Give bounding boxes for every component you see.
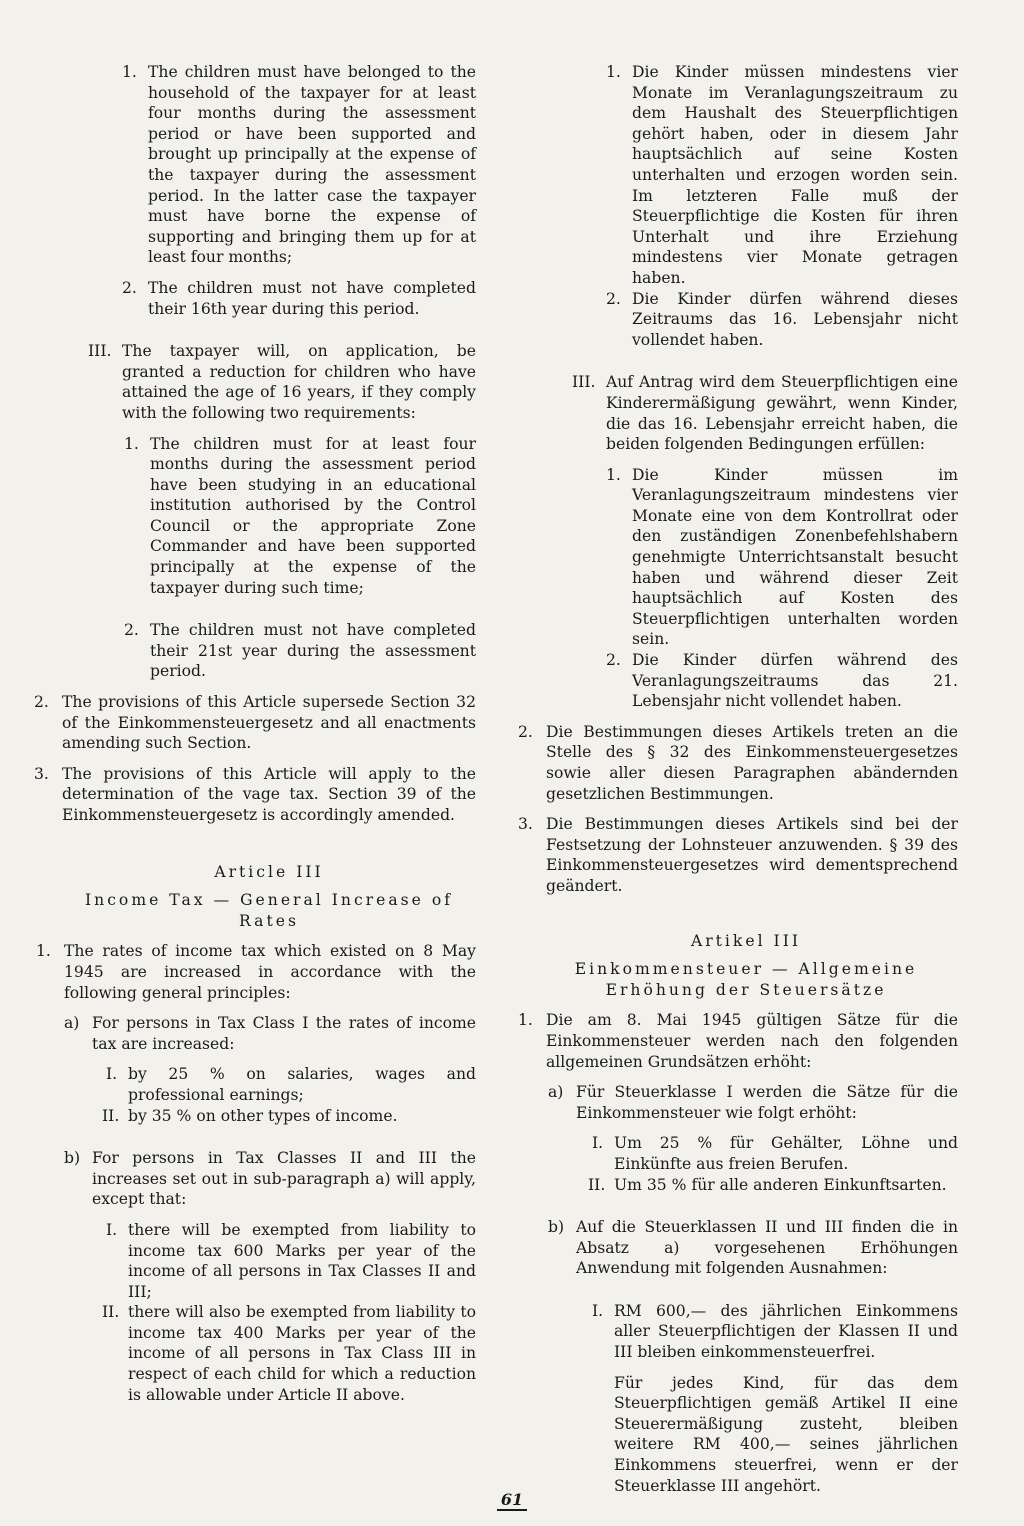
en-exemption-ii-text: there will also be exempted from liability to income tax 400 Marks per year of the income of all persons in Tax Class III in respect of each child for which a reduction is allowable under Article II above. (128, 1303, 476, 1404)
en-exemption-ii: II. there will also be exempted from liability to income tax 400 Marks per year of the income of all persons in Tax Class III in respect of each child for which a reduction is allowable under Article II above. (102, 1303, 476, 1404)
de-requirement-2: 2. Die Kinder dürfen während des Veranlagungszeitraums das 21. Lebensjahr nicht vollendet haben. (606, 651, 958, 711)
de-requirement-2-text: Die Kinder dürfen während des Veranlagungszeitraums das 21. Lebensjahr nicht vollendet haben. (632, 651, 958, 711)
en-rate-ii-text: by 35 % on other types of income. (128, 1106, 398, 1125)
de-paragraph-3: 3. Die Bestimmungen dieses Artikels sind bei der Festsetzung der Lohnsteuer anzuwenden. § 39 des Einkommensteuergesetzes wird dementsprechend geändert. (518, 815, 958, 895)
en-subparagraph-a: a) For persons in Tax Class I the rates of income tax are increased: (64, 1014, 476, 1053)
en-paragraph-2: 2. The provisions of this Article supersede Section 32 of the Einkommensteuergesetz and all enactments amending such Section. (34, 693, 476, 753)
de-exemption-i: I. RM 600,— des jährlichen Einkommens aller Steuerpflichtigen der Klassen II und III bleiben einkommensteuerfrei. (592, 1301, 958, 1362)
de-rate-i-text: Um 25 % für Gehälter, Löhne und Einkünfte aus freien Berufen. (614, 1134, 958, 1173)
de-article-heading: Artikel III (690, 931, 802, 950)
en-subparagraph-b: b) For persons in Tax Classes II and III the increases set out in sub-paragraph a) will apply, except that: (64, 1149, 476, 1209)
en-requirement-2: 2. The children must not have completed their 21st year during the assessment period. (124, 621, 476, 681)
de-subparagraph-a: a) Für Steuerklasse I werden die Sätze für die Einkommensteuer wie folgt erhöht: (548, 1083, 958, 1122)
de-condition-2-text: Die Kinder dürfen während dieses Zeitraums das 16. Lebensjahr nicht vollendet haben. (632, 289, 958, 349)
en-rate-ii: II. by 35 % on other types of income. (102, 1106, 398, 1125)
de-requirement-1-text: Die Kinder müssen im Veranlagungszeitraum mindestens vier Monate eine von dem Kontrollrat oder den zuständigen Zonenbefehlshabern genehmigte Unterrichtsanstalt besucht haben und während dieser Zeit hauptsächlich auf Kosten des Steuerpflichtigen unterhalten worden sein. (632, 465, 958, 649)
en-exemption-i: I. there will be exempted from liability to income tax 600 Marks per year of the income of all persons in Tax Classes II and III; (106, 1220, 476, 1301)
de-exemption-child: Für jedes Kind, für das dem Steuerpflichtigen gemäß Artikel II eine Steuerermäßigung zusteht, bleiben weitere RM 400,— seines jährlichen Einkommens steuerfrei, wenn er der Steuerklasse III angehört. (614, 1373, 958, 1495)
english-column (30, 62, 476, 1405)
de-section-iii-text: Auf Antrag wird dem Steuerpflichtigen eine Kinderermäßigung gewährt, wenn Kinder, die das 16. Lebensjahr erreicht haben, die beiden folgenden Bedingungen erfüllen: (606, 373, 958, 454)
de-paragraph-3-text: Die Bestimmungen dieses Artikels sind bei der Festsetzung der Lohnsteuer anzuwenden. § 39 des Einkommensteuergesetzes wird dementsprechend geändert. (546, 815, 958, 895)
en-article-iii-paragraph-1-text: The rates of income tax which existed on 8 May 1945 are increased in accordance with the following general principles: (64, 942, 476, 1002)
de-article-iii-paragraph-1: 1. Die am 8. Mai 1945 gültigen Sätze für die Einkommensteuer werden nach den folgenden allgemeinen Grundsätzen erhöht: (518, 1011, 958, 1071)
en-article-heading: Article III (214, 862, 324, 881)
de-article-subheading: Einkommensteuer — Allgemeine Erhöhung der Steuersätze (574, 960, 918, 999)
de-paragraph-2: 2. Die Bestimmungen dieses Artikels treten an die Stelle des § 32 des Einkommensteuergesetzes sowie aller diesen Paragraphen abändernden gesetzlichen Bestimmungen. (518, 722, 958, 803)
de-requirement-1: 1. Die Kinder müssen im Veranlagungszeitraum mindestens vier Monate eine von dem Kontrollrat oder den zuständigen Zonenbefehlshabern genehmigte Unterrichtsanstalt besucht haben und während dieser Zeit hauptsächlich auf Kosten des Steuerpflichtigen unterhalten worden sein. (606, 465, 958, 649)
en-rate-i-text: by 25 % on salaries, wages and professional earnings; (128, 1065, 476, 1104)
de-condition-1: 1. Die Kinder müssen mindestens vier Monate im Veranlagungszeitraum zu dem Haushalt des Steuerpflichtigen gehört haben, oder in diesem Jahr hauptsächlich auf seine Kosten unterhalten und erzogen worden sein. Im letzteren Falle muß der Steuerpflichtige die Kosten für ihren Unterhalt und ihre Erziehung mindestens vier Monate getragen haben. (606, 63, 958, 287)
de-article-iii-paragraph-1-text: Die am 8. Mai 1945 gültigen Sätze für die Einkommensteuer werden nach den folgenden allgemeinen Grundsätzen erhöht: (546, 1011, 958, 1071)
de-rate-ii-text: Um 35 % für alle anderen Einkunftsarten. (614, 1175, 947, 1194)
page-number-text: 61 (497, 1490, 527, 1511)
en-requirement-1-text: The children must for at least four months during the assessment period have been studying in an educational institution authorised by the Control Council or the appropriate Zone Commander and have been supported principally at the expense of the taxpayer during such time; (150, 434, 476, 597)
en-article-iii-paragraph-1: 1. The rates of income tax which existed on 8 May 1945 are increased in accordance with the following general principles: (36, 942, 476, 1002)
en-paragraph-3: 3. The provisions of this Article will apply to the determination of the vage tax. Section 39 of the Einkommensteuergesetz is accordingly amended. (34, 764, 476, 824)
en-exemption-i-text: there will be exempted from liability to income tax 600 Marks per year of the income of all persons in Tax Classes II and III; (128, 1220, 476, 1301)
de-condition-1-text: Die Kinder müssen mindestens vier Monate im Veranlagungszeitraum zu dem Haushalt des Steuerpflichtigen gehört haben, oder in diesem Jahr hauptsächlich auf seine Kosten unterhalten und erzogen worden sein. Im letzteren Falle muß der Steuerpflichtige die Kosten für ihren Unterhalt und ihre Erziehung mindestens vier Monate getragen haben. (632, 63, 958, 287)
en-requirement-2-text: The children must not have completed their 21st year during the assessment period. (150, 621, 476, 681)
de-exemption-i-text: RM 600,— des jährlichen Einkommens aller Steuerpflichtigen der Klassen II und III bleiben einkommensteuerfrei. (614, 1301, 958, 1362)
en-requirement-1: 1. The children must for at least four months during the assessment period have been studying in an educational institution authorised by the Control Council or the appropriate Zone Commander and have been supported principally at the expense of the taxpayer during such time; (124, 434, 476, 597)
de-condition-2: 2. Die Kinder dürfen während dieses Zeitraums das 16. Lebensjahr nicht vollendet haben. (606, 289, 958, 349)
page-number (0, 1490, 1024, 1511)
en-condition-2: 2. The children must not have completed their 16th year during this period. (122, 278, 476, 318)
de-subparagraph-b: b) Auf die Steuerklassen II und III finden die in Absatz a) vorgesehenen Erhöhungen Anwendung mit folgenden Ausnahmen: (548, 1218, 958, 1278)
de-rate-i: I. Um 25 % für Gehälter, Löhne und Einkünfte aus freien Berufen. (592, 1134, 958, 1173)
de-subparagraph-b-text: Auf die Steuerklassen II und III finden die in Absatz a) vorgesehenen Erhöhungen Anwendung mit folgenden Ausnahmen: (576, 1218, 958, 1278)
en-paragraph-3-text: The provisions of this Article will apply to the determination of the vage tax. Section 39 of the Einkommensteuergesetz is accordingly amended. (62, 764, 476, 824)
en-condition-1-text: The children must have belonged to the household of the taxpayer for at least four months during the assessment period or have been supported and brought up principally at the expense of the taxpayer during the assessment period. In the latter case the taxpayer must have borne the expense of supporting and bringing them up for at least four months; (148, 63, 476, 267)
de-section-iii: III. Auf Antrag wird dem Steuerpflichtigen eine Kinderermäßigung gewährt, wenn Kinder, die das 16. Lebensjahr erreicht haben, die beiden folgenden Bedingungen erfüllen: (572, 373, 958, 454)
en-article-subheading: Income Tax — General Increase of Rates (85, 891, 453, 930)
en-condition-1: 1. The children must have belonged to the household of the taxpayer for at least four months during the assessment period or have been supported and brought up principally at the expense of the taxpayer during the assessment period. In the latter case the taxpayer must have borne the expense of supporting and bringing them up for at least four months; (122, 63, 476, 267)
de-subparagraph-a-text: Für Steuerklasse I werden die Sätze für die Einkommensteuer wie folgt erhöht: (576, 1083, 958, 1122)
en-condition-2-text: The children must not have completed their 16th year during this period. (148, 278, 476, 318)
en-section-iii: III. The taxpayer will, on application, be granted a reduction for children who have attained the age of 16 years, if they comply with the following two requirements: (88, 342, 476, 422)
en-subparagraph-a-text: For persons in Tax Class I the rates of income tax are increased: (92, 1014, 476, 1053)
german-column (512, 62, 958, 1496)
en-subparagraph-b-text: For persons in Tax Classes II and III the increases set out in sub-paragraph a) will apply, except that: (92, 1149, 476, 1209)
en-rate-i: I. by 25 % on salaries, wages and professional earnings; (106, 1065, 476, 1104)
de-paragraph-2-text: Die Bestimmungen dieses Artikels treten an die Stelle des § 32 des Einkommensteuergesetzes sowie aller diesen Paragraphen abändernden gesetzlichen Bestimmungen. (546, 722, 958, 803)
en-section-iii-text: The taxpayer will, on application, be granted a reduction for children who have attained the age of 16 years, if they comply with the following two requirements: (122, 342, 476, 422)
de-rate-ii: II. Um 35 % für alle anderen Einkunftsarten. (588, 1175, 947, 1194)
en-paragraph-2-text: The provisions of this Article supersede Section 32 of the Einkommensteuergesetz and all enactments amending such Section. (62, 693, 476, 753)
